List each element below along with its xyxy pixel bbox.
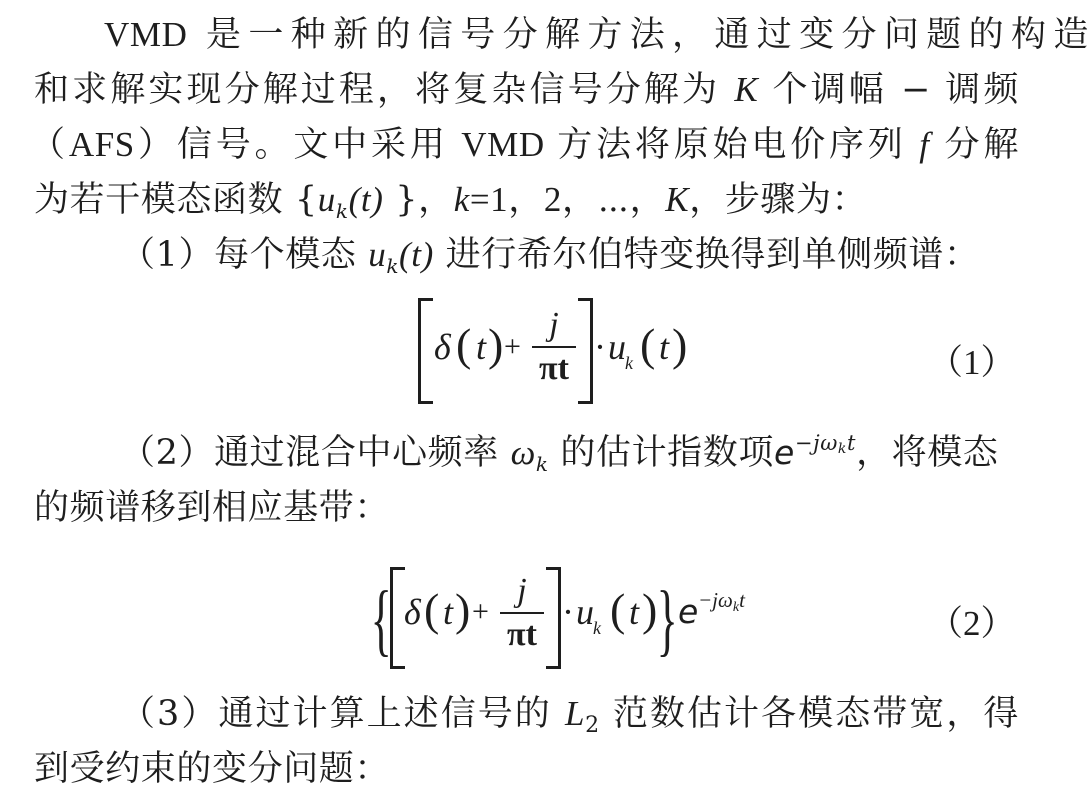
fraction-j-over-pi-t: j πt bbox=[532, 306, 576, 388]
equation-2-number: （2） bbox=[928, 604, 1016, 643]
step-1-text: （1）每个模态 $u_k(t)$ 进行希尔伯特变换得到单侧频谱： bbox=[120, 235, 980, 278]
paragraph-line-3: （AFS）信号。文中采用 VMD 方法将原始电价序列 f 分解 bbox=[30, 125, 1019, 165]
equation-1: δ ( t ) + j πt · u k ( t ) bbox=[0, 0, 1091, 812]
step-2-line-2: 的频谱移到相应基带： bbox=[34, 488, 391, 528]
equation-2: { δ ( t ) + j πt · u k ( t ) } e −jωkt bbox=[0, 0, 1091, 812]
step-2-line-1: （2）通过混合中心频率 $\omega_k$ 的估计指数项$e^{-j\omega_kt}$，将模态 bbox=[120, 431, 999, 476]
paragraph-line-4: 为若干模态函数 {$u_k(t)$ }，k=1，2，⋯，K，步骤为： bbox=[34, 180, 868, 223]
paragraph-line-2: 和求解实现分解过程，将复杂信号分解为 K 个调幅 − 调频 bbox=[34, 70, 1019, 110]
right-bracket-2 bbox=[546, 567, 561, 669]
step-3-line-2: 到受约束的变分问题： bbox=[34, 749, 391, 789]
equation-1-number: （1） bbox=[928, 343, 1016, 382]
paragraph-line-1: VMD 是一种新的信号分解方法，通过变分问题的构造 bbox=[104, 15, 1089, 55]
fraction-j-over-pi-t-2: j πt bbox=[500, 572, 544, 654]
left-bracket-2 bbox=[390, 567, 405, 669]
step-3-line-1: （3）通过计算上述信号的 $L_2$ 范数估计各模态带宽，得 bbox=[120, 694, 1020, 738]
